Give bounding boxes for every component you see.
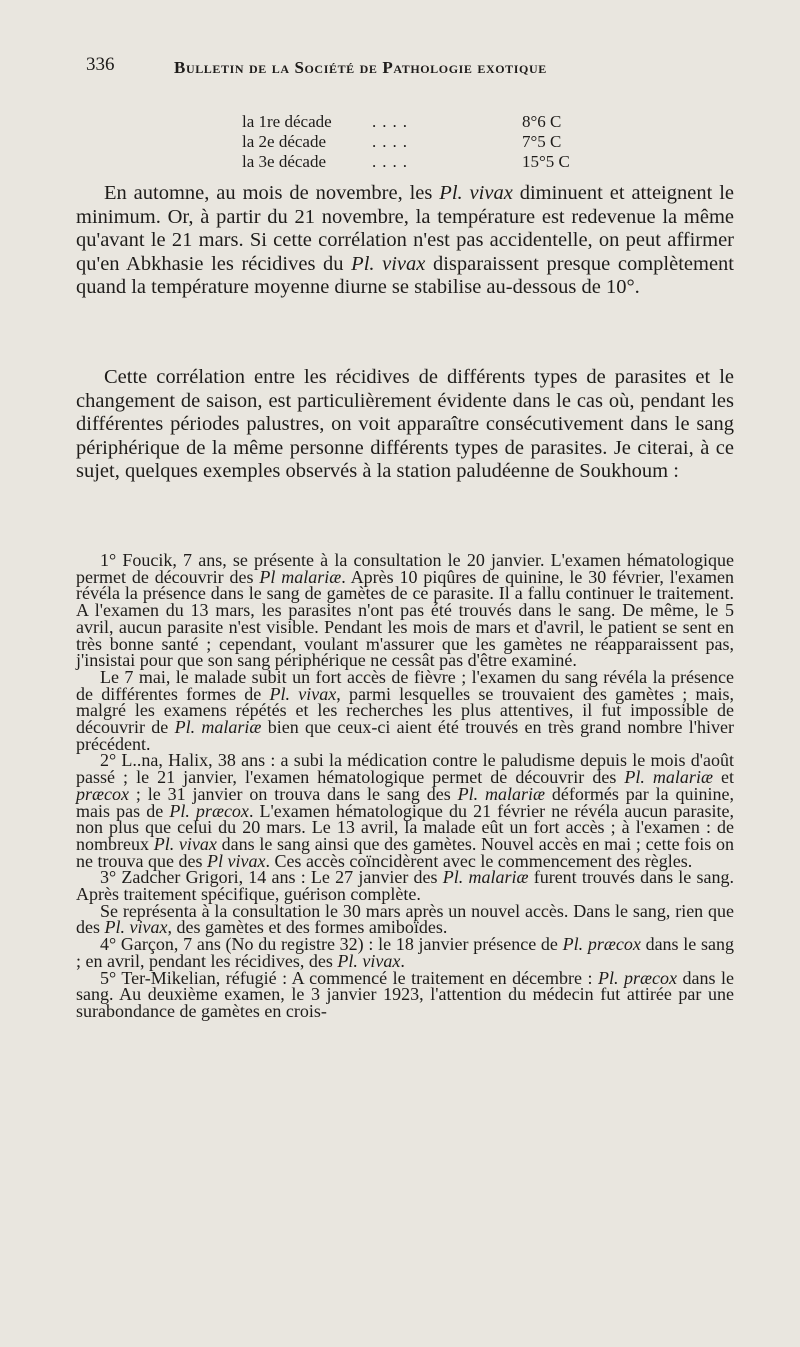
- species-name: Pl. vivax: [269, 683, 337, 704]
- species-name: præcox: [76, 783, 129, 804]
- text-run: dans le sang ; en avril, pendant les récidives, des: [76, 934, 734, 971]
- text-run: 4° Garçon, 7 ans (No du registre 32) : le 18 janvier présence de: [100, 934, 563, 955]
- case-paragraph: [76, 752, 734, 869]
- temperature-row: [242, 112, 582, 132]
- paragraph-autumn: [76, 182, 734, 300]
- text-run: 2° L..na, Halix, 38 ans : a subi la médication contre le paludisme depuis le mois d'août passé ; le 21 janvier, l'examen hématologique permet de découvrir des: [76, 750, 734, 788]
- decade-label: la 3e décade: [242, 152, 326, 171]
- text-run: 5° Ter-Mikelian, réfugié : A commencé le traitement en décembre :: [100, 967, 599, 988]
- species-name: Pl. præcox: [169, 800, 249, 821]
- species-name: Pl. vivax: [351, 252, 426, 275]
- text-run: 3° Zadcher Grigori, 14 ans : Le 27 janvier des: [100, 867, 443, 888]
- species-name: Pl malariæ: [259, 566, 342, 587]
- text-run: dans le sang. Au deuxième examen, le 3 janvier 1923, l'attention du médecin fut attirée par une surabondance de gamètes en crois-: [76, 967, 734, 1021]
- decade-label: la 2e décade: [242, 132, 326, 151]
- text-run: disparaissent presque complètement quand la température moyenne diurne se stabilise au-dessous de 10°.: [76, 252, 734, 299]
- text-run: dans le sang ainsi que des gamètes. Nouvel accès en mai ; cette fois on ne trouva que des: [76, 833, 734, 871]
- text-run: . Après 10 piqûres de quinine, le 30 février, l'examen révéla la présence dans le sang de gamètes de ce parasite. Il a fallu continuer le traitement. A l'examen du 13 mars, les parasites n'ont pas été trouvés dans le sang. De même, le 5 avril, aucun parasite n'est visible. Pendant les mois de mars et d'avril, le patient se sent en très bonne santé ; cependant, voulant m'assurer que les gamètes ne réapparaissent pas, j'insistai pour que son sang périphérique ne cessât pas d'être examiné.: [76, 566, 734, 671]
- temperature-value: 15°5 C: [522, 152, 570, 171]
- text-run: bien que ceux-ci aient été trouvés en très grand nombre l'hiver précédent.: [76, 717, 734, 754]
- text-run: .: [400, 950, 405, 971]
- paragraph: [76, 366, 734, 484]
- leader-dots: ....: [372, 112, 413, 131]
- species-name: Pl. malariæ: [457, 783, 546, 804]
- species-name: Pl. vivax: [153, 833, 217, 854]
- case-paragraph: [76, 967, 734, 1021]
- text-run: Se représenta à la consultation le 30 mars après un nouvel accès. Dans le sang, rien que des: [76, 900, 734, 938]
- case-paragraph: [76, 552, 734, 669]
- running-title: Bulletin de la Société de Pathologie exotique: [174, 58, 547, 77]
- temperature-row: [242, 132, 582, 152]
- page-number: 336: [86, 54, 115, 75]
- case-observations: [76, 552, 734, 1020]
- temperature-table: [242, 112, 582, 172]
- species-name: Pl. vivax: [439, 182, 513, 204]
- species-name: Pl. malariæ: [442, 867, 529, 888]
- decade-label: la 1re décade: [242, 112, 332, 131]
- text-run: Cette corrélation entre les récidives de différents types de parasites et le changement de saison, est particulièrement évidente dans le cas où, pendant les différentes périodes palustres, on voit apparaître consécutivement dans le sang périphérique de la même personne différents types de parasites. Je citerai, à ce sujet, quelques exemples observés à la station paludéenne de Soukhoum :: [76, 366, 734, 483]
- species-name: Pl. malariæ: [174, 717, 262, 738]
- leader-dots: ....: [372, 152, 413, 171]
- species-name: Pl vivax: [206, 850, 266, 871]
- text-run: et: [712, 767, 734, 788]
- paragraph: [76, 182, 734, 300]
- text-run: 1° Foucik, 7 ans, se présente à la consultation le 20 janvier. L'examen hématologique permet de découvrir des: [76, 550, 734, 587]
- text-run: furent trouvés dans le sang. Après traitement spécifique, guérison complète.: [76, 867, 735, 905]
- species-name: Pl. præcox: [598, 967, 678, 988]
- text-run: , parmi lesquelles se trouvaient des gamètes ; mais, malgré les examens répétés et les recherches les plus attentives, il fut impossible de découvrir de: [76, 683, 735, 738]
- text-run: Le 7 mai, le malade subit un fort accès de fièvre ; l'examen du sang révéla la présence de différentes formes de: [76, 666, 734, 704]
- temperature-value: 7°5 C: [522, 132, 562, 151]
- leader-dots: ....: [372, 132, 413, 151]
- page-header: [86, 54, 646, 88]
- case-paragraph: [76, 867, 735, 905]
- case-paragraph: [76, 900, 734, 938]
- paragraph-correlation: [76, 366, 734, 484]
- species-name: Pl. malariæ: [624, 767, 713, 788]
- text-run: , des gamètes et des formes amiboïdes.: [167, 917, 448, 938]
- text-run: . L'examen hématologique du 21 février ne révéla aucun parasite, non plus que celui du 20 mars. Le 13 avril, la malade eût un fort accès ; à l'examen : de nombreux: [76, 800, 734, 854]
- text-run: . Ces accès coïncidèrent avec le commencement des règles.: [265, 850, 693, 871]
- temperature-row: [242, 152, 582, 172]
- text-run: diminuent et atteignent le minimum. Or, à partir du 21 novembre, la température est redevenue la même qu'avant le 21 mars. Si cette corrélation n'est pas accidentelle, on peut affirmer qu'en Abkhasie les récidives du: [76, 182, 734, 275]
- species-name: Pl. præcox: [562, 934, 641, 955]
- species-name: Pl. vivax: [104, 917, 168, 938]
- case-paragraph: [76, 936, 734, 969]
- temperature-value: 8°6 C: [522, 112, 562, 131]
- species-name: Pl. vivax: [337, 950, 401, 971]
- text-run: En automne, au mois de novembre, les: [104, 182, 440, 204]
- text-run: ; le 31 janvier on trouva dans le sang des: [129, 783, 458, 804]
- text-run: déformés par la quinine, mais pas de: [76, 783, 734, 821]
- case-paragraph: [76, 666, 735, 754]
